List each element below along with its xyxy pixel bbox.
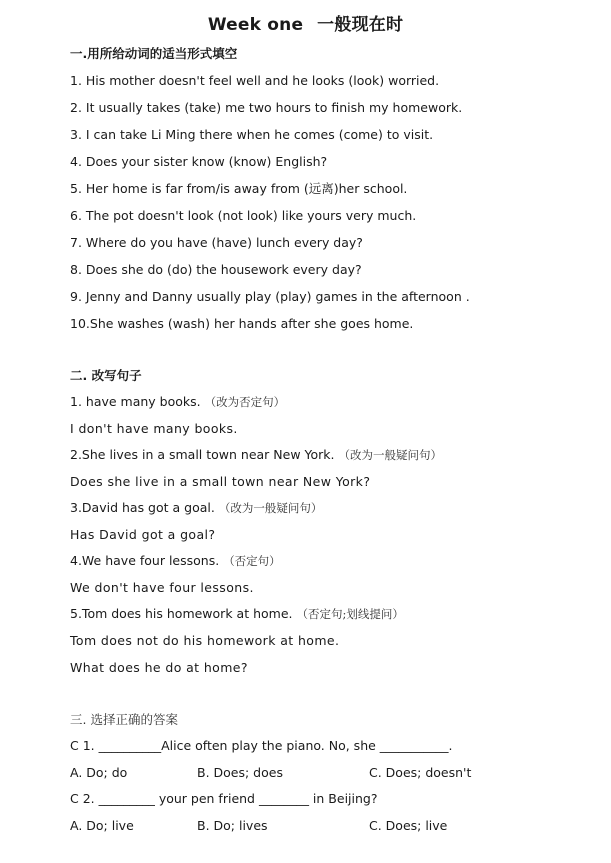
question-text: 4.We have four lessons. [70,553,220,568]
question-text: 3.David has got a goal. [70,500,215,515]
exercise-item: 2. It usually takes (take) me two hours to finish my homework. [70,100,463,115]
question-text: 5.Tom does his homework at home. [70,606,293,621]
rewrite-question [70,500,322,516]
exercise-item: 3. I can take Li Ming there when he comes (come) to visit. [70,127,434,142]
instruction-note: （改为否定句） [204,395,286,409]
instruction-note: （否定句） [223,554,281,568]
page-title [0,10,611,35]
rewrite-question [70,606,404,622]
rewrite-answer: I don't have many books. [70,421,238,436]
section2-heading: 二. 改写句子 [70,368,142,383]
rewrite-answer: Has David got a goal? [70,527,216,542]
title-english: Week one [207,15,304,35]
exercise-item: 8. Does she do (do) the housework every day? [70,262,362,277]
title-chinese: 一般现在时 [317,15,404,35]
choice-question-stem: C 2. _________ your pen friend ________ in Beijing? [70,791,378,806]
exercise-item: 1. His mother doesn't feel well and he looks (look) worried. [70,73,440,88]
choice-option-a: A. Do; live [70,818,134,833]
rewrite-answer: What does he do at home? [70,660,248,675]
choice-option-c: C. Does; live [369,818,448,833]
rewrite-answer: We don't have four lessons. [70,580,254,595]
exercise-item: 10.She washes (wash) her hands after she goes home. [70,316,414,331]
rewrite-question [70,394,285,410]
choice-question-stem: C 1. __________Alice often play the piano. No, she ___________. [70,738,453,753]
rewrite-question [70,447,442,463]
instruction-note: （改为一般疑问句） [218,501,323,515]
choice-option-c: C. Does; doesn't [369,765,472,780]
exercise-item: 9. Jenny and Danny usually play (play) games in the afternoon . [70,289,470,304]
instruction-note: （否定句;划线提问） [296,607,404,621]
question-text: 2.She lives in a small town near New York. [70,447,335,462]
rewrite-answer: Tom does not do his homework at home. [70,633,340,648]
section1-heading: 一.用所给动词的适当形式填空 [70,46,238,61]
exercise-item: 5. Her home is far from/is away from (远离)her school. [70,181,408,196]
exercise-item: 7. Where do you have (have) lunch every day? [70,235,363,250]
rewrite-question [70,553,281,569]
instruction-note: （改为一般疑问句） [338,448,442,462]
exercise-item: 6. The pot doesn't look (not look) like yours very much. [70,208,417,223]
exercise-item: 4. Does your sister know (know) English? [70,154,328,169]
choice-option-b: B. Does; does [197,765,283,780]
question-text: 1. have many books. [70,394,201,409]
section3-heading: 三. 选择正确的答案 [70,712,178,727]
choice-option-b: B. Do; lives [197,818,268,833]
choice-option-a: A. Do; do [70,765,128,780]
rewrite-answer: Does she live in a small town near New York? [70,474,371,489]
